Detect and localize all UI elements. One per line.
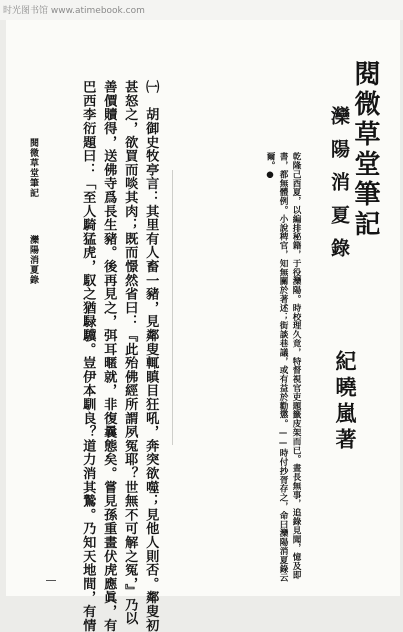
body-line: 善價贖得，送佛寺爲長生豬。後再見之，弭耳暱就，非復曩態矣。嘗見孫重畫伏虎應眞，有 (101, 80, 117, 632)
watermark: 时光图书馆 www.atimebook.com (3, 6, 145, 16)
margin-note-section: 灤陽消夏錄 (28, 235, 38, 285)
body-line: 巴西李衍題曰：「至人騎猛虎，馭之猶騄驥。豈伊本馴良？道力消其鷙。乃知天地間，有情 (80, 80, 96, 632)
margin-note-book: 閱微草堂筆記 (28, 138, 38, 198)
preface-line: 書，都無體例。小說稗官，知無關於著述；街談巷議，或有益於勸懲。——時付抄胥存之，命曰灤陽消夏錄云 (278, 152, 288, 582)
section-title: 灤陽消夏錄 (328, 106, 350, 271)
preface-line: 乾隆己酉夏，以編排秘籍，于役灤陽。時校理久竟，特督視官吏題籤庋架而已。晝長無事，追錄見聞，憶及即 (291, 152, 301, 580)
body-line: ㈠ 胡御史牧亭言：其里有人畜一豬，見鄰叟輒瞋目狂吼，奔突欲噬；見他人則否。鄰叟初 (143, 80, 159, 632)
author: 紀曉嵐著 (333, 350, 358, 454)
body-line: 甚怒之，欲買而啖其肉；既而憬然省曰：『此殆佛經所謂夙冤耶？世無不可解之冤，』乃以 (122, 80, 138, 626)
book-title: 閱微草堂筆記 (350, 60, 380, 240)
book-page (6, 20, 400, 632)
divider (172, 170, 173, 445)
preface-line: 爾。● (265, 152, 275, 181)
page-mark (46, 580, 56, 581)
